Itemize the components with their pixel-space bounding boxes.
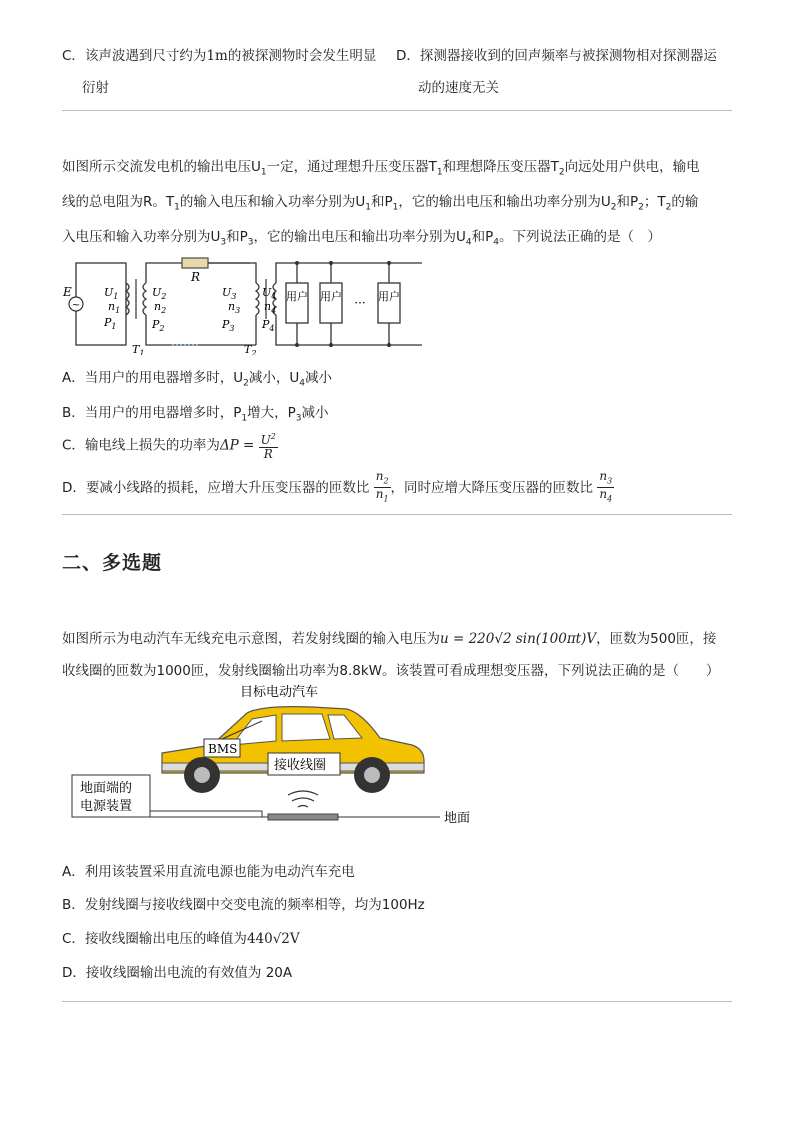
user-label-1: 用户 xyxy=(286,290,308,303)
svg-text:~: ~ xyxy=(71,300,81,311)
ratio-n3-n4: $\frac{n_3}{n_4}$ xyxy=(599,469,613,504)
ground-label: 地面 xyxy=(444,811,471,826)
q1-option-d[interactable]: D．要减小线路的损耗，应增大升压变压器的匝数比 $\frac{n_2}{n_1}$ ，同时应增大降压变压器的匝数比 $\frac{n_3}{n_4}$ xyxy=(62,469,613,504)
q2-option-a[interactable]: A．利用该装置采用直流电源也能为电动汽车充电 xyxy=(62,864,355,880)
receive-coil-label: 接收线圈 xyxy=(274,758,327,773)
svg-text:P1: $P_1$ xyxy=(104,316,117,331)
prev-option-d-line2: 动的速度无关 xyxy=(418,80,499,96)
wireless-charging-diagram xyxy=(62,683,482,833)
label-R: R xyxy=(191,270,201,284)
q1-stem-line2: 线的总电阻为R。$T_1$的输入电压和输入功率分别为$U_1$和$P_1$，它的输出电压和输出功率分别为$U_2$和$P_2$；$T_2$的输 xyxy=(62,194,699,213)
q1-stem-line3: 入电压和输入功率分别为$U_3$和$P_3$，它的输出电压和输出功率分别为$U_4$和$P_4$。下列说法正确的是（ ） xyxy=(62,229,662,248)
svg-text:P4: $P_4$ xyxy=(262,318,275,333)
svg-text:···: ··· xyxy=(354,296,366,310)
prev-option-c-line2: 衍射 xyxy=(82,80,109,96)
svg-text:n3: $n_3$ xyxy=(228,300,241,315)
q1-option-a[interactable]: A．当用户的用电器增多时，$U_2$减小，$U_4$减小 xyxy=(62,370,332,389)
target-car-label: 目标电动汽车 xyxy=(240,685,319,700)
section-title: 二、多选题 xyxy=(62,552,163,574)
svg-text:U2: $U_2$ xyxy=(152,286,167,301)
bms-label: BMS xyxy=(208,742,238,756)
svg-text:电源装置: 电源装置 xyxy=(80,799,133,814)
svg-text:P3: $P_3$ xyxy=(222,318,235,333)
svg-text:U1: $U_1$ xyxy=(104,286,119,301)
svg-text:U3: $U_3$ xyxy=(222,286,237,301)
divider xyxy=(62,110,732,111)
q2-stem-line1: 如图所示为电动汽车无线充电示意图，若发射线圈的输入电压为u = 220√2 sin(100πt)V，匝数为500匝，接 xyxy=(62,631,717,647)
prev-option-d[interactable]: D．探测器接收到的回声频率与被探测物相对探测器运 xyxy=(396,48,717,64)
q2-option-b[interactable]: B．发射线圈与接收线圈中交变电流的频率相等，均为100Hz xyxy=(62,897,425,913)
loss-power-fraction: $\frac{U^2}{R}$ xyxy=(260,432,276,461)
user-label-3: 用户 xyxy=(378,290,400,303)
ratio-n2-n1: $\frac{n_2}{n_1}$ xyxy=(375,469,389,504)
divider xyxy=(62,1001,732,1002)
svg-text:T2: $T_2$ xyxy=(244,343,257,355)
user-label-2: 用户 xyxy=(320,290,342,303)
q2-stem-line2: 收线圈的匝数为1000匝，发射线圈输出功率为8.8kW。该装置可看成理想变压器，下列说法正确的是（ ） xyxy=(62,663,720,679)
transformer-circuit-diagram xyxy=(60,253,430,355)
svg-text:n4: $n_4$ xyxy=(264,300,277,315)
svg-text:P2: $P_2$ xyxy=(152,318,165,333)
divider xyxy=(62,514,732,515)
q2-option-c[interactable]: C．接收线圈输出电压的峰值为440√2V xyxy=(62,931,300,947)
car-icon xyxy=(162,707,424,793)
prev-option-c[interactable]: C．该声波遇到尺寸约为1m的被探测物时会发生明显 xyxy=(62,48,377,64)
svg-text:n2: $n_2$ xyxy=(154,300,167,315)
svg-text:n1: $n_1$ xyxy=(108,300,121,315)
svg-text:U4: $U_4$ xyxy=(262,286,277,301)
svg-text:地面端的: 地面端的 xyxy=(80,781,133,796)
label-E: E xyxy=(63,285,72,299)
q2-option-d[interactable]: D．接收线圈输出电流的有效值为 20A xyxy=(62,965,293,981)
q1-stem-line1: 如图所示交流发电机的输出电压$U_1$一定，通过理想升压变压器$T_1$和理想降压变压器$T_2$向远处用户供电，输电 xyxy=(62,159,700,178)
signal-waves-icon xyxy=(288,791,318,807)
q1-option-c[interactable]: C．输电线上损失的功率为ΔP = $\frac{U^2}{R}$ xyxy=(62,432,276,461)
q1-option-b[interactable]: B．当用户的用电器增多时，$P_1$增大，$P_3$减小 xyxy=(62,405,329,424)
svg-text:T1: $T_1$ xyxy=(132,343,145,355)
